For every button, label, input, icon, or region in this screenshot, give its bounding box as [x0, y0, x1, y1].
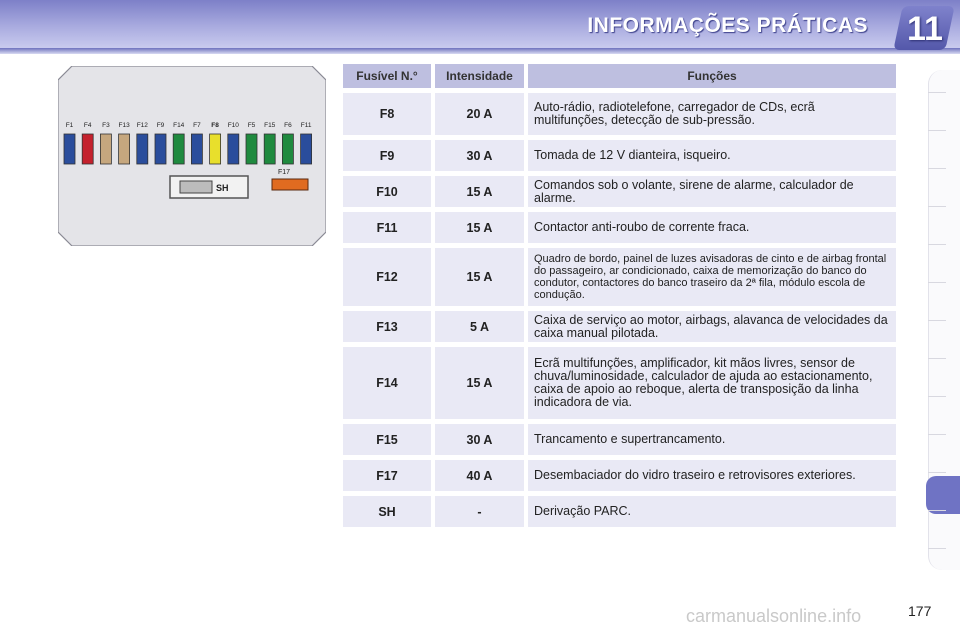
fuse-number-cell: F9 [343, 140, 431, 171]
chapter-tab-divider [928, 320, 946, 321]
table-row [343, 212, 896, 243]
fuse-box-svg [58, 66, 326, 246]
fuse-label-f6: F6 [284, 122, 292, 129]
fuse-label-f13: F13 [118, 122, 130, 129]
fuse-f9 [155, 134, 166, 164]
chapter-tab-divider [928, 472, 946, 473]
fuse-number-cell: F17 [343, 460, 431, 491]
fuse-number-cell: F12 [343, 248, 431, 306]
functions-cell: Derivação PARC. [528, 496, 896, 527]
functions-cell: Desembaciador do vidro traseiro e retrovisores exteriores. [528, 460, 896, 491]
fuse-label-f9: F9 [156, 122, 165, 129]
table-row [343, 248, 896, 306]
fuse-box-diagram [58, 66, 326, 246]
fuse-label-f7: F7 [193, 122, 201, 129]
fuse-number-cell: F14 [343, 347, 431, 419]
table-row [343, 460, 896, 491]
functions-cell: Ecrã multifunções, amplificador, kit mãos livres, sensor de chuva/luminosidade, calculador de ajuda ao estacionamento, caixa de apoio ao reboque, alerta de transposição da linha indicadora de via. [528, 347, 896, 419]
chapter-tab-divider [928, 92, 946, 93]
amperage-cell: 15 A [435, 176, 524, 207]
fuse-label-f14: F14 [173, 122, 185, 129]
fuse-number-cell: F10 [343, 176, 431, 207]
fuse-label-f10: F10 [227, 122, 239, 129]
table-row [343, 347, 896, 419]
fuse-label-f8: F8 [211, 122, 219, 129]
fuse-f14 [173, 134, 184, 164]
fuse-label-f3: F3 [102, 122, 110, 129]
functions-cell: Comandos sob o volante, sirene de alarme, calculador de alarme. [528, 176, 896, 207]
page-title: INFORMAÇÕES PRÁTICAS [587, 14, 868, 37]
chapter-number: 11 [907, 10, 943, 48]
table-row [343, 424, 896, 455]
fuse-number-cell: F8 [343, 93, 431, 135]
fuse-label-f12: F12 [136, 122, 148, 129]
chapter-tab-divider [928, 358, 946, 359]
amperage-cell: 5 A [435, 311, 524, 342]
header-fuse-number: Fusível N.° [343, 64, 431, 88]
amperage-cell: 30 A [435, 424, 524, 455]
fuse-f10 [228, 134, 239, 164]
fuse-f13 [119, 134, 130, 164]
fuse-label-f11: F11 [300, 122, 312, 129]
sh-shunt [180, 181, 212, 193]
fuse-label-f15: F15 [264, 122, 276, 129]
table-row [343, 496, 896, 527]
fuse-f11 [301, 134, 312, 164]
fuse-table [339, 59, 900, 532]
fuse-f3 [100, 134, 111, 164]
amperage-cell: 30 A [435, 140, 524, 171]
header-divider [0, 48, 960, 54]
functions-cell: Auto-rádio, radiotelefone, carregador de CDs, ecrã multifunções, detecção de sub-pressão. [528, 93, 896, 135]
fuse-number-cell: SH [343, 496, 431, 527]
header-functions: Funções [528, 64, 896, 88]
functions-cell: Trancamento e supertrancamento. [528, 424, 896, 455]
fuse-label-f4: F4 [83, 122, 92, 129]
table-row [343, 93, 896, 135]
chapter-tab-divider [928, 396, 946, 397]
fuse-f17 [272, 179, 308, 190]
page-number: 177 [908, 603, 932, 619]
fuse-label-f1: F1 [65, 122, 74, 129]
fuse-number-cell: F11 [343, 212, 431, 243]
fuse-f5 [246, 134, 257, 164]
amperage-cell: 15 A [435, 212, 524, 243]
f17-label: F17 [278, 169, 291, 176]
fuse-label-f5: F5 [247, 122, 256, 129]
amperage-cell: 20 A [435, 93, 524, 135]
amperage-cell: - [435, 496, 524, 527]
amperage-cell: 15 A [435, 248, 524, 306]
chapter-tab-divider [928, 434, 946, 435]
fuse-number-cell: F13 [343, 311, 431, 342]
chapter-tab-divider [928, 206, 946, 207]
chapter-tab-divider [928, 130, 946, 131]
amperage-cell: 40 A [435, 460, 524, 491]
chapter-tab-active[interactable] [926, 476, 960, 514]
table-header-row [343, 64, 896, 88]
fuse-f15 [264, 134, 275, 164]
functions-cell: Quadro de bordo, painel de luzes avisadoras de cinto e de airbag frontal do passageiro, ar condicionado, caixa de memorização do banco do condutor, contactores do banco traseiro da 2ª fila, módulo escola de condução. [528, 248, 896, 306]
fuse-f1 [64, 134, 75, 164]
chapter-tab-divider [928, 282, 946, 283]
chapter-tab-divider [928, 244, 946, 245]
watermark: carmanualsonline.info [686, 606, 862, 626]
table-row [343, 176, 896, 207]
sh-label: SH [216, 183, 229, 193]
fuse-f7 [191, 134, 202, 164]
functions-cell: Caixa de serviço ao motor, airbags, alavanca de velocidades da caixa manual pilotada. [528, 311, 896, 342]
chapter-tab-divider [928, 548, 946, 549]
fuse-f6 [282, 134, 293, 164]
chapter-tab-divider [928, 510, 946, 511]
chapter-tab-divider [928, 168, 946, 169]
amperage-cell: 15 A [435, 347, 524, 419]
fuse-f4 [82, 134, 93, 164]
functions-cell: Tomada de 12 V dianteira, isqueiro. [528, 140, 896, 171]
fuse-f12 [137, 134, 148, 164]
table-row [343, 311, 896, 342]
table-row [343, 140, 896, 171]
header-amperage: Intensidade [435, 64, 524, 88]
functions-cell: Contactor anti-roubo de corrente fraca. [528, 212, 896, 243]
fuse-number-cell: F15 [343, 424, 431, 455]
fuse-f8 [210, 134, 221, 164]
